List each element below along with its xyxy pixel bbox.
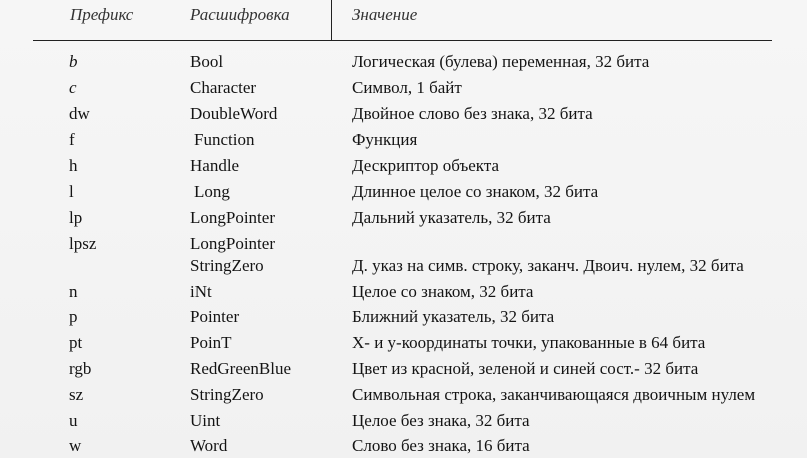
table-row-meaning: Символьная строка, заканчивающаяся двоичным нулем [352,385,756,404]
table-row-decode: Handle [190,156,240,175]
table-row-decode: PoinT [190,333,232,352]
table-row-decode: iNt [190,282,212,301]
table-row-prefix: lpsz [69,234,97,253]
table-row-prefix: rgb [69,359,92,378]
header-meaning: Значение [352,5,418,24]
table-row-prefix: p [69,307,78,326]
table-row-prefix: c [69,78,77,97]
table-row-prefix: f [69,130,75,149]
table-row-decode: DoubleWord [190,104,278,123]
table-row-prefix: n [69,282,78,301]
table-row-decode: RedGreenBlue [190,359,292,378]
table-row-decode: Long [194,182,230,201]
table-row-decode: Character [190,78,257,97]
table-row-meaning: Функция [352,130,418,149]
table-row-prefix: u [69,411,78,430]
table-row-meaning: Двойное слово без знака, 32 бита [352,104,593,123]
header-prefix: Префикс [70,5,134,24]
table-row-decode: Word [190,436,228,455]
table-row-meaning: Длинное целое со знаком, 32 бита [352,182,599,201]
table-row-prefix: sz [69,385,84,404]
table-row-prefix: w [69,436,82,455]
table-row-meaning: Целое со знаком, 32 бита [352,282,534,301]
table-row-meaning: Ближний указатель, 32 бита [352,307,555,326]
table-row-decode: StringZero [190,385,264,404]
table-row-prefix: b [69,52,78,71]
table-row-meaning: Символ, 1 байт [352,78,462,97]
table-row-prefix: h [69,156,78,175]
table-row-decode: Pointer [190,307,240,326]
table-row-meaning: Цвет из красной, зеленой и синей сост.- 32 бита [352,359,699,378]
table-row-prefix: lp [69,208,83,227]
table-row-prefix: pt [69,333,83,352]
table-row-decode-line2: StringZero [190,256,264,275]
header-rule [33,40,772,41]
table-row-decode: Bool [190,52,224,71]
table-row-meaning: Слово без знака, 16 бита [352,436,530,455]
table-row-decode: LongPointer [190,234,275,253]
table-row-meaning: Целое без знака, 32 бита [352,411,530,430]
table-row-meaning: Дальний указатель, 32 бита [352,208,551,227]
table-row-decode: LongPointer [190,208,275,227]
table-row-meaning: Д. указ на симв. строку, заканч. Двоич. нулем, 32 бита [352,256,744,275]
table-row-decode: Uint [190,411,221,430]
table-row-meaning: Дескриптор объекта [352,156,500,175]
table-row-meaning: Логическая (булева) переменная, 32 бита [352,52,650,71]
header-divider [331,0,332,40]
header-decode: Расшифровка [190,5,290,24]
table-row-prefix: l [69,182,74,201]
table-row-prefix: dw [69,104,90,123]
table-row-meaning: X- и y-координаты точки, упакованные в 64 бита [352,333,706,352]
table-row-decode: Function [194,130,255,149]
